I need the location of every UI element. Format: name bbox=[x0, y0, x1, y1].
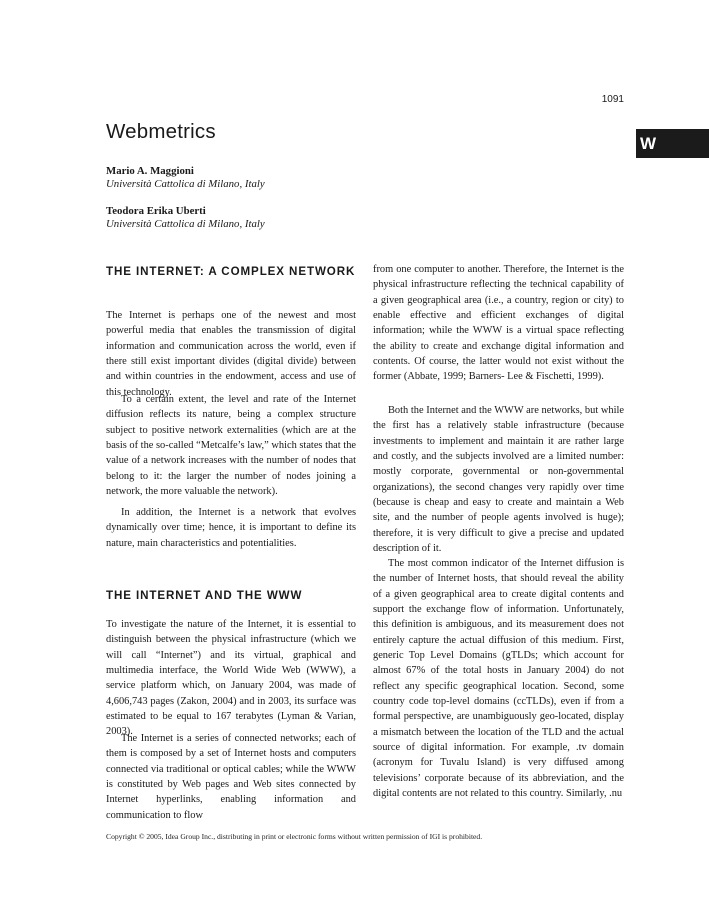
copyright-notice: Copyright © 2005, Idea Group Inc., distributing in print or electronic forms without written permission of IGI is prohibited. bbox=[106, 832, 483, 841]
paragraph: The most common indicator of the Internet diffusion is the number of Internet hosts, that should reveal the ability of a given geographical area to create digital contents and support the exchange flow of information. Unfortunately, this definition is ambiguous, and its measurement does not entirely capture the actual diffusion of this medium. First, generic Top Level Domains (gTLDs; which account for almost 67% of the total hosts in January 2004) do not reflect any specific geographical location. Second, some country code top-level domains (ccTLDs), even if from a formal perspective, are unambiguously geo-located, display a mismatch between the location of the TLD and the actual source of digital information. For example, .tv domain (acronym for Tuvalu Island) is very diffused among televisions’ corporate because of its abbreviation, and the digital contents are not related to this country. Similarly, .nu bbox=[373, 558, 624, 800]
section-heading: THE INTERNET AND THE WWW bbox=[106, 589, 303, 602]
paragraph: In addition, the Internet is a network that evolves dynamically over time; hence, it is important to define its nature, main characteristics and potentialities. bbox=[106, 507, 356, 549]
section-heading: THE INTERNET: A COMPLEX NETWORK bbox=[106, 265, 356, 278]
paragraph: The Internet is a series of connected networks; each of them is composed by a set of Internet hosts and computers connected via traditional or optical cables; while the WWW is constituted by Web pages and Web sites connected by Internet hyperlinks, enabling information and communication to flow bbox=[106, 733, 356, 821]
section-tab: W bbox=[636, 129, 709, 158]
page-number: 1091 bbox=[601, 94, 624, 105]
article-title: Webmetrics bbox=[106, 120, 216, 143]
paragraph: Both the Internet and the WWW are networks, but while the first has a relatively stable infrastructure (because investments to implement and maintain it are rather large and costly, and the subjects involved are a limited number: mostly corporate, governmental or non-governmental organizations), the second changes very rapidly over time (because is cheap and easy to create and maintain a Web site, and the number of people agents involved is huge); therefore, it is very difficult to give a precise and updated description of it. bbox=[373, 405, 624, 555]
paragraph: from one computer to another. Therefore, the Internet is the physical infrastructure reflecting the technical capability of a given geographical area (i.e., a country, region or city) to enable effective and efficient exchanges of digital information; while the WWW is a virtual space reflecting the ability to create and exchange digital information and contents. Of course, the latter would not exist without the former (Abbate, 1999; Barners- Lee & Fischetti, 1999). bbox=[373, 264, 624, 383]
author-affiliation: Università Cattolica di Milano, Italy bbox=[106, 178, 265, 190]
author-name: Teodora Erika Uberti bbox=[106, 205, 206, 217]
paragraph: To a certain extent, the level and rate of the Internet diffusion reflects its nature, being a complex structure subject to positive network externalities (which are at the basis of the so-called “Metcalfe’s law,” which states that the value of a network increases with the number of nodes that belong to it: the larger the number of nodes joining a network, the more valuable the network). bbox=[106, 394, 356, 498]
author-affiliation: Università Cattolica di Milano, Italy bbox=[106, 218, 265, 230]
paragraph: The Internet is perhaps one of the newest and most powerful media that enables the transmission of digital information and communication across the world, even if there still exist important divides (digital divide) between and within countries in the endowment, access and use of this technology. bbox=[106, 310, 356, 398]
author-name: Mario A. Maggioni bbox=[106, 165, 194, 177]
paragraph: To investigate the nature of the Internet, it is essential to distinguish between the physical infrastructure (which we will call “Internet”) and its virtual, graphical and multimedia interface, the World Wide Web (WWW), a service platform which, on January 2004, was made of 4,606,743 pages (Zakon, 2004) and in 2003, its surface was estimated to be equal to 167 terabytes (Lyman & Varian, 2003). bbox=[106, 619, 356, 738]
